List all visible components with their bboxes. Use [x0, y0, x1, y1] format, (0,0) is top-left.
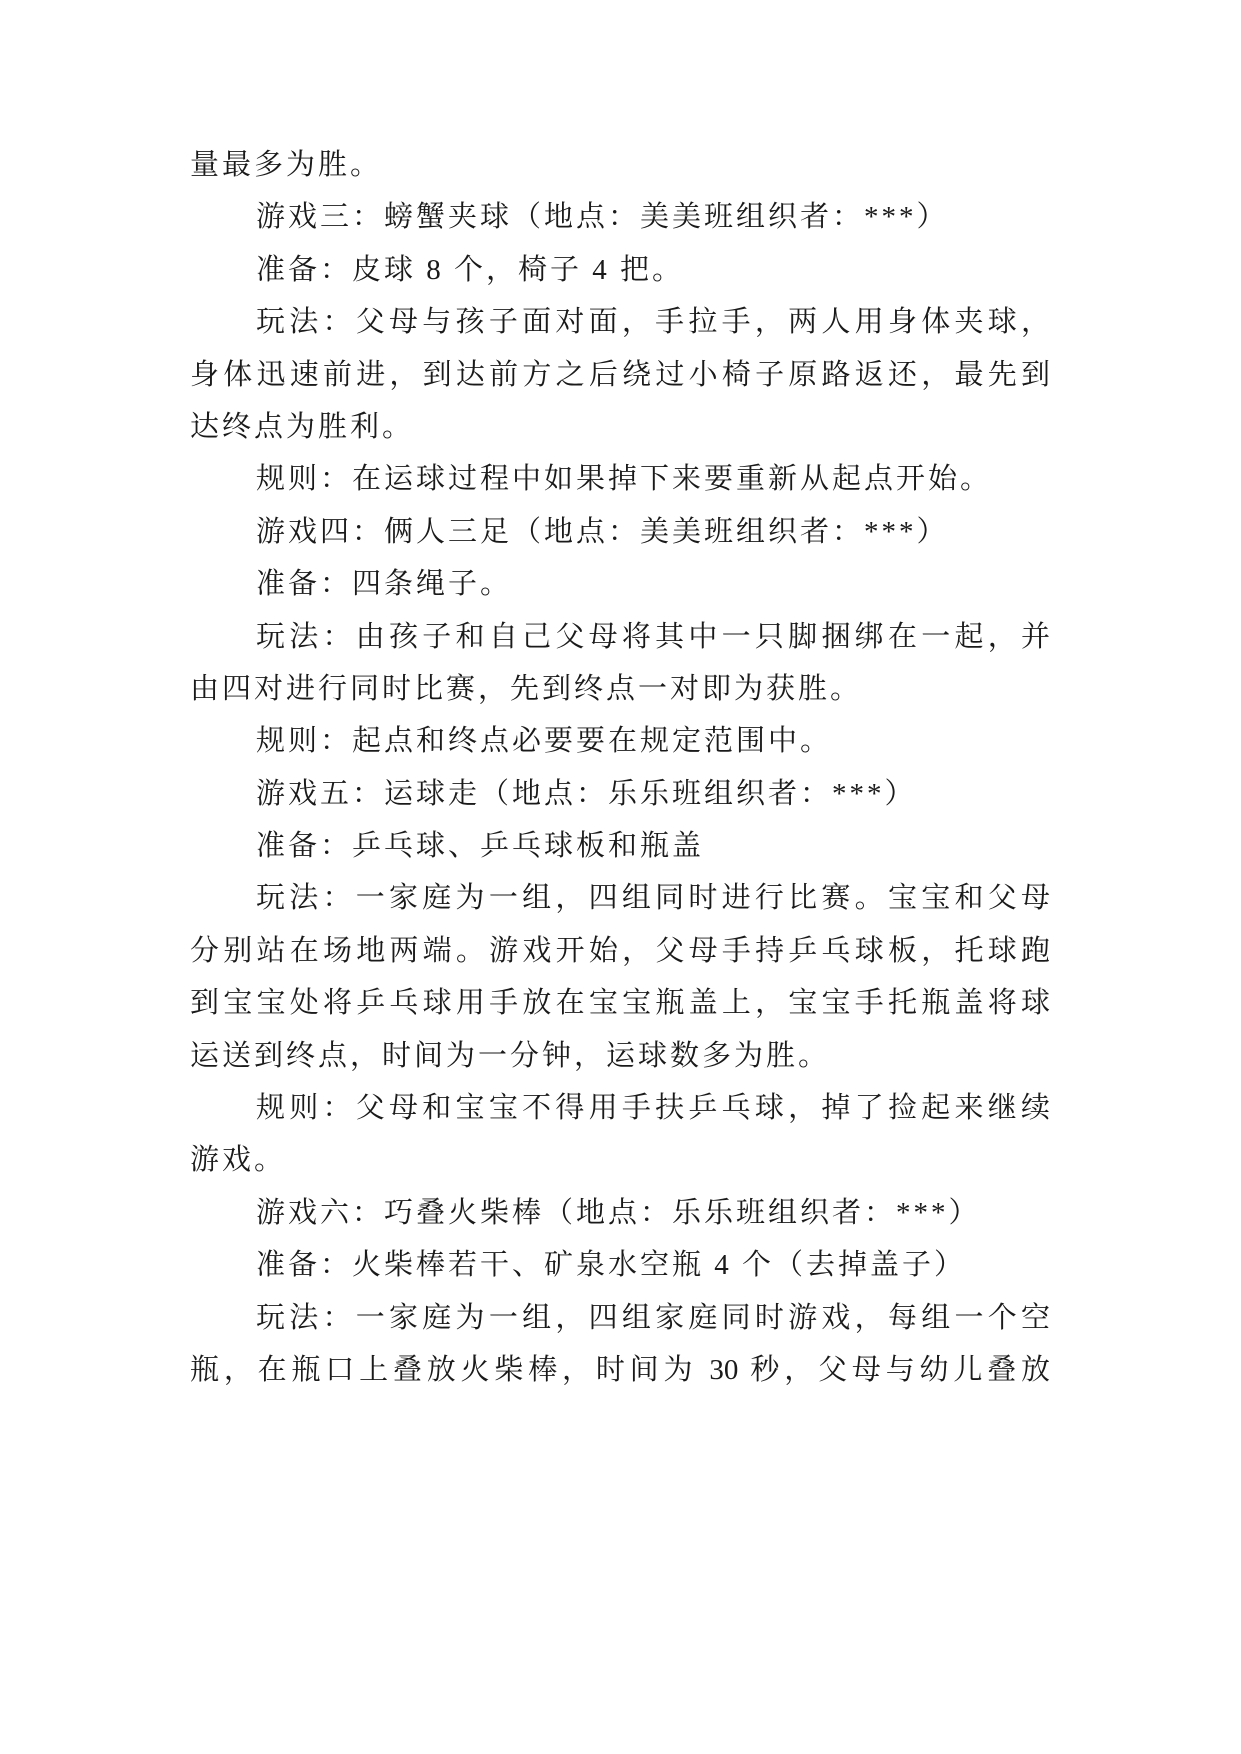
- preparation-line: 准备：皮球 8 个，椅子 4 把。: [256, 253, 685, 286]
- preparation-line: 准备：火柴棒若干、矿泉水空瓶 4 个（去掉盖子）: [256, 1249, 967, 1282]
- game-heading: 游戏四：俩人三足（地点：美美班组织者：***）: [256, 515, 949, 548]
- text-line: 到宝宝处将乒乓球用手放在宝宝瓶盖上，宝宝手托瓶盖将球: [190, 987, 1050, 1020]
- text-line: 达终点为胜利。: [190, 410, 415, 443]
- game-heading: 游戏五：运球走（地点：乐乐班组织者：***）: [256, 777, 917, 810]
- rule-line: 规则：在运球过程中如果掉下来要重新从起点开始。: [256, 463, 993, 496]
- text-line: 瓶，在瓶口上叠放火柴棒，时间为 30 秒，父母与幼儿叠放: [190, 1353, 1050, 1386]
- text-line: 玩法：由孩子和自己父母将其中一只脚捆绑在一起，并: [256, 620, 1050, 653]
- game-heading: 游戏三：螃蟹夹球（地点：美美班组织者：***）: [256, 201, 949, 234]
- text-line: 玩法：父母与孩子面对面，手拉手，两人用身体夹球，: [256, 306, 1050, 339]
- rule-line: 规则：起点和终点必要要在规定范围中。: [256, 725, 833, 758]
- preparation-line: 准备：乒乓球、乒乓球板和瓶盖: [256, 830, 705, 863]
- text-line: 身体迅速前进，到达前方之后绕过小椅子原路返还，最先到: [190, 358, 1050, 391]
- document-body: [190, 139, 1050, 1396]
- game-heading: 游戏六：巧叠火柴棒（地点：乐乐班组织者：***）: [256, 1196, 981, 1229]
- text-line: 分别站在场地两端。游戏开始，父母手持乒乓球板，托球跑: [190, 934, 1050, 967]
- text-line: 游戏。: [190, 1144, 287, 1177]
- rule-line: 规则：父母和宝宝不得用手扶乒乓球，掉了捡起来继续: [256, 1092, 1050, 1125]
- text-line: 量最多为胜。: [190, 149, 383, 181]
- text-line: 由四对进行同时比赛，先到终点一对即为获胜。: [190, 672, 863, 705]
- preparation-line: 准备：四条绳子。: [256, 568, 513, 601]
- text-line: 运送到终点，时间为一分钟，运球数多为胜。: [190, 1039, 831, 1072]
- text-line: 玩法：一家庭为一组，四组同时进行比赛。宝宝和父母: [256, 882, 1050, 915]
- text-line: 玩法：一家庭为一组，四组家庭同时游戏，每组一个空: [256, 1301, 1050, 1334]
